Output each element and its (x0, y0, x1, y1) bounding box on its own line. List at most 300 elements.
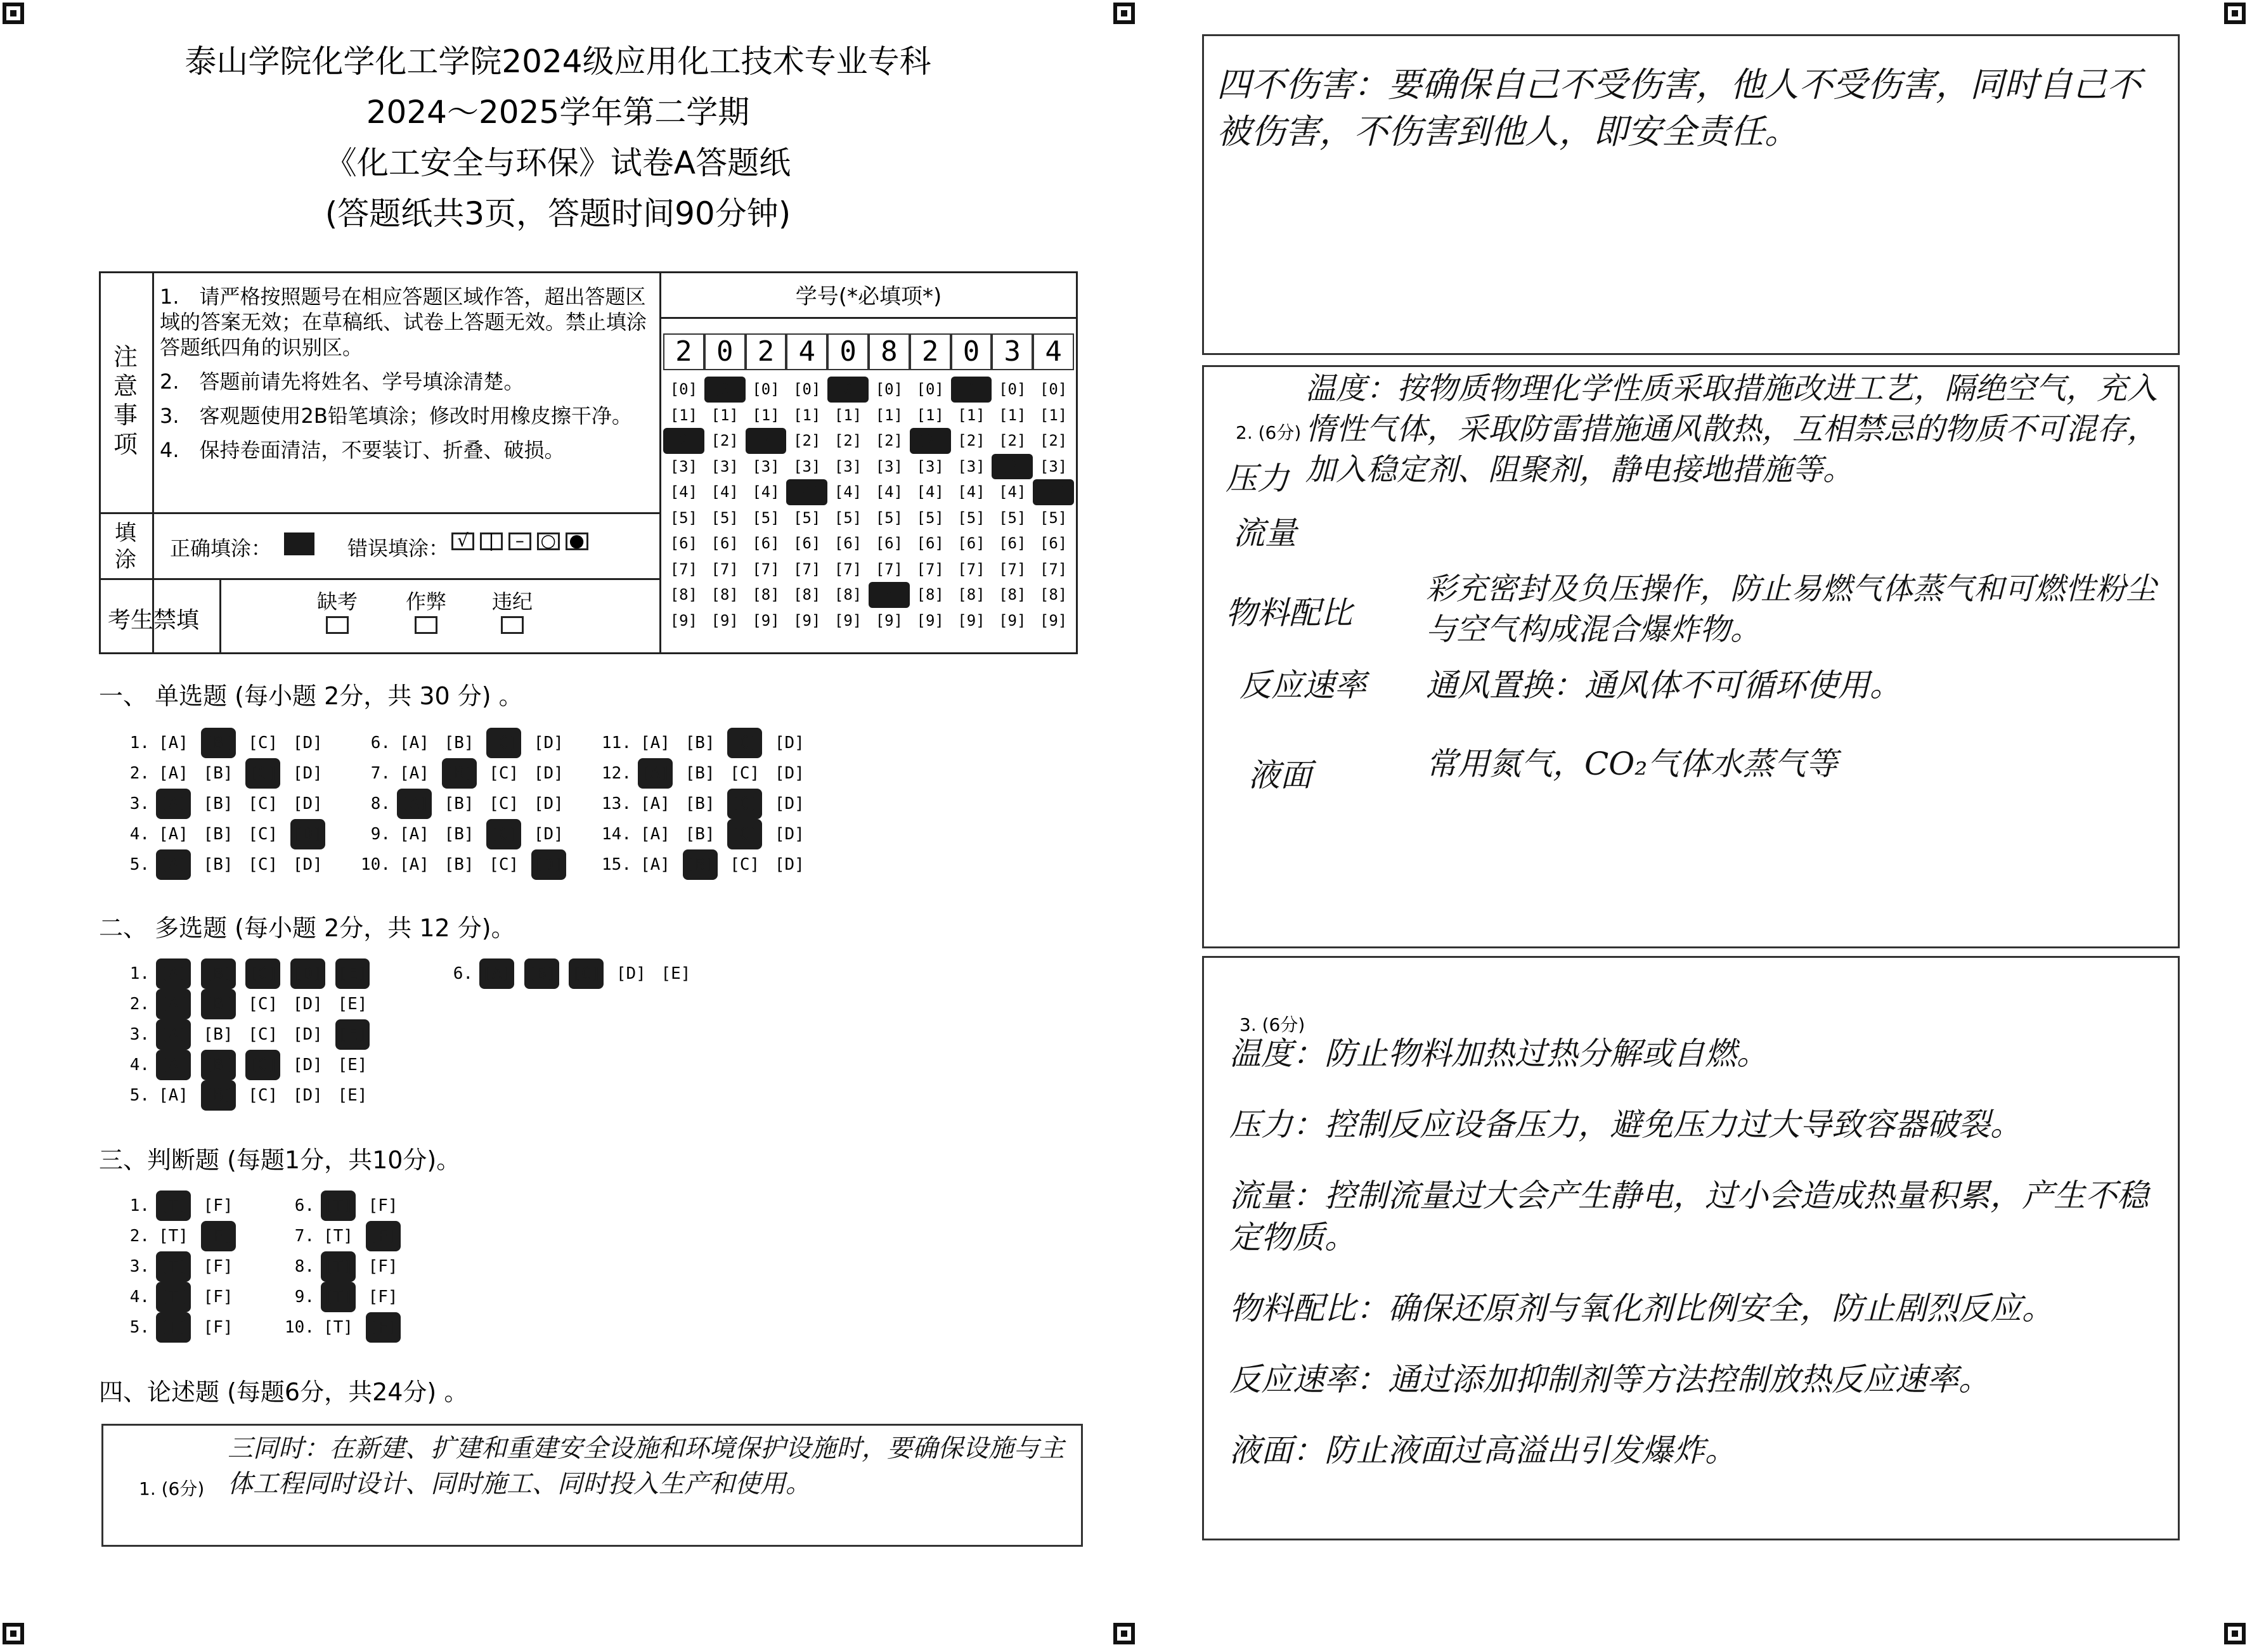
student-id-bubble[interactable]: [5] (875, 508, 903, 527)
student-id-bubble[interactable]: [2] (711, 432, 739, 449)
student-id-bubble[interactable]: [7] (999, 560, 1026, 578)
multi-choice-option-b[interactable]: [B] (201, 1080, 236, 1111)
judge-option-f[interactable]: [F] (203, 1318, 233, 1337)
student-id-bubble[interactable]: [7] (834, 560, 862, 578)
student-id-bubble[interactable]: [6] (1039, 534, 1068, 552)
judge-option-t[interactable]: [T] (321, 1251, 356, 1282)
single-choice-number: 6. (370, 733, 391, 752)
single-choice-option-a[interactable]: [A] (397, 789, 432, 819)
multi-choice-row (114, 989, 380, 1019)
multi-choice-option-b[interactable]: [B] (203, 1025, 233, 1044)
essay-2-label: 2. (6分) (1236, 422, 1302, 443)
single-choice-col-1 (114, 728, 335, 880)
single-choice-row (114, 758, 335, 789)
corner-mark-top-right (2224, 3, 2246, 24)
student-id-bubble[interactable]: [0] (875, 380, 903, 398)
student-id-bubble[interactable]: [5] (834, 508, 862, 527)
single-choice-number: 1. (129, 733, 150, 752)
single-choice-option-c[interactable]: [C] (248, 855, 278, 874)
forbid-violation-label: 违纪 (492, 590, 533, 614)
essay-2-line-3: 通风置换：通风体不可循环使用。 (1426, 667, 1901, 704)
corner-mark-top-left (3, 3, 24, 24)
single-choice-number: 11. (602, 733, 631, 752)
multi-choice-option-c[interactable]: [C] (569, 958, 604, 989)
notice-label: 注意事项 (113, 343, 138, 458)
student-id-bubble[interactable]: [0] (670, 380, 698, 398)
student-id-bubble[interactable]: [0] (916, 380, 944, 398)
student-id-bubble-col-8 (951, 377, 992, 633)
judge-option-f[interactable]: [F] (201, 1221, 236, 1251)
student-id-bubble[interactable]: [5] (752, 508, 780, 527)
student-id-bubble[interactable]: [4] (875, 483, 903, 501)
student-id-bubble[interactable]: [5] (999, 508, 1026, 527)
student-id-bubble[interactable]: [8] (793, 586, 821, 603)
judge-row (114, 1221, 245, 1251)
student-id-bubble[interactable]: [3] (916, 457, 944, 475)
single-choice-option-a[interactable]: [A] (159, 764, 188, 783)
single-choice-option-d[interactable]: [D] (292, 764, 323, 783)
single-choice-option-b[interactable]: [B] (685, 825, 715, 844)
multi-choice-option-a[interactable]: [A] (156, 958, 191, 989)
single-choice-number: 2. (129, 764, 150, 783)
single-choice-option-b[interactable]: [B] (203, 764, 233, 783)
judge-option-t[interactable]: [T] (156, 1191, 191, 1221)
single-choice-number: 15. (602, 855, 631, 874)
multi-choice-option-d[interactable]: [D] (292, 1055, 323, 1074)
judge-option-t[interactable]: [T] (323, 1318, 353, 1337)
student-id-digits (663, 333, 1074, 370)
notice-item-3: 3. 客观题使用2B铅笔填涂；修改时用橡皮擦干净。 (160, 404, 632, 428)
multi-choice-option-e[interactable]: [E] (661, 964, 691, 983)
student-id-bubble[interactable]: [4] (834, 483, 862, 501)
judge-option-f[interactable]: [F] (368, 1287, 398, 1307)
student-id-bubble[interactable]: [5] (916, 508, 944, 527)
forbid-violation (492, 586, 533, 639)
student-id-bubble[interactable]: [2] (663, 428, 704, 454)
single-choice-option-d[interactable]: [D] (774, 794, 805, 813)
single-choice-option-c[interactable]: [C] (727, 819, 762, 849)
student-id-bubble[interactable]: [2] (834, 432, 862, 449)
multi-choice-option-a[interactable]: [A] (156, 1050, 191, 1080)
single-choice-option-d[interactable]: [D] (774, 733, 805, 752)
corner-mark-bottom-center (1113, 1623, 1135, 1644)
single-choice-number: 10. (361, 855, 391, 874)
single-choice-option-b[interactable]: [B] (444, 825, 474, 844)
student-id-bubble[interactable]: [4] (711, 483, 739, 501)
essay-continuation-box[interactable] (1202, 34, 2180, 355)
multi-choice-row (114, 958, 380, 989)
student-id-bubble[interactable]: [3] (793, 457, 821, 475)
multi-choice-option-d[interactable]: [D] (290, 958, 325, 989)
multi-choice-option-c[interactable]: [C] (248, 1086, 278, 1105)
wrong-mark-4: ○ (537, 532, 560, 550)
single-choice-number: 4. (129, 825, 150, 844)
multi-choice-option-d[interactable]: [D] (292, 1086, 323, 1105)
student-id-bubble[interactable]: [2] (875, 432, 903, 449)
single-choice-option-c[interactable]: [C] (489, 794, 519, 813)
single-choice-option-c[interactable]: [C] (245, 758, 280, 789)
student-id-bubble[interactable]: [7] (670, 560, 698, 578)
multi-choice-option-e[interactable]: [E] (335, 958, 370, 989)
single-choice-option-a[interactable]: [A] (640, 855, 670, 874)
student-id-bubble-col-9 (992, 377, 1033, 633)
student-id-bubble[interactable]: [7] (752, 560, 780, 578)
judge-number: 6. (294, 1196, 314, 1215)
single-choice-option-b[interactable]: [B] (685, 794, 715, 813)
judge-option-f[interactable]: [F] (366, 1312, 401, 1343)
student-id-bubble[interactable]: [7] (711, 560, 739, 578)
multi-choice-option-a[interactable]: [A] (479, 958, 514, 989)
student-id-digit-3[interactable]: 2 (746, 333, 787, 370)
multi-choice-option-c[interactable]: [C] (248, 995, 278, 1014)
judge-option-t[interactable]: [T] (159, 1227, 188, 1246)
judge-option-f[interactable]: [F] (203, 1196, 233, 1215)
judge-row (279, 1282, 410, 1312)
student-id-digit-9[interactable]: 3 (992, 333, 1033, 370)
single-choice-option-c[interactable]: [C] (489, 855, 519, 874)
student-id-bubble[interactable]: [4] (752, 483, 780, 501)
single-choice-option-b[interactable]: [B] (444, 733, 474, 752)
student-id-bubble[interactable]: [9] (711, 611, 739, 629)
multi-choice-option-d[interactable]: [D] (292, 1025, 323, 1044)
student-id-bubble[interactable]: [3] (992, 454, 1033, 480)
forbid-absent (317, 586, 358, 639)
multi-choice-row (114, 1019, 380, 1050)
id-divider-h (659, 317, 1078, 319)
student-id-digit-2[interactable]: 0 (704, 333, 746, 370)
multi-choice-option-b[interactable]: [B] (201, 1050, 236, 1080)
student-id-bubble[interactable]: [6] (957, 534, 985, 552)
judge-option-t[interactable]: [T] (321, 1191, 356, 1221)
single-choice-option-a[interactable]: [A] (640, 794, 670, 813)
multi-choice-option-c[interactable]: [C] (245, 1050, 280, 1080)
judge-option-t[interactable]: [T] (156, 1312, 191, 1343)
single-choice-option-d[interactable]: [D] (292, 733, 323, 752)
student-id-bubble[interactable]: [0] (793, 380, 821, 398)
forbid-label: 考生禁填 (108, 607, 200, 633)
student-id-bubble[interactable]: [2] (999, 432, 1026, 449)
single-choice-option-b[interactable]: [B] (685, 764, 715, 783)
single-choice-option-d[interactable]: [D] (290, 819, 325, 849)
student-id-bubble[interactable]: [4] (916, 483, 944, 501)
single-choice-option-c[interactable]: [C] (248, 794, 278, 813)
student-id-bubble[interactable]: [6] (916, 534, 944, 552)
student-id-bubble[interactable]: [7] (875, 560, 903, 578)
student-id-bubble[interactable]: [8] (834, 586, 862, 603)
student-id-bubble[interactable]: [2] (910, 428, 951, 454)
student-id-bubble[interactable]: [3] (711, 457, 739, 475)
section-single-title: 一、 单选题 (每小题 2分，共 30 分) 。 (99, 682, 523, 710)
single-choice-option-b[interactable]: [B] (444, 794, 474, 813)
student-id-bubble[interactable]: [0] (752, 380, 780, 398)
single-choice-option-b[interactable]: [B] (201, 728, 236, 758)
student-id-bubble[interactable]: [9] (752, 611, 780, 629)
student-id-bubble[interactable]: [7] (916, 560, 944, 578)
multi-choice-option-e[interactable]: [E] (337, 1055, 368, 1074)
essay-2-box[interactable] (1202, 365, 2180, 948)
notice-divider-h2 (99, 578, 661, 580)
student-id-bubble[interactable]: [1] (752, 406, 780, 424)
student-id-bubble[interactable]: [3] (957, 457, 985, 475)
essay-3-line-6: 液面：防止液面过高溢出引发爆炸。 (1229, 1432, 1737, 1469)
single-choice-option-d[interactable]: [D] (531, 849, 566, 880)
single-choice-option-d[interactable]: [D] (533, 733, 564, 752)
student-id-bubble[interactable]: [7] (1039, 560, 1068, 578)
student-id-bubble[interactable]: [5] (957, 508, 985, 527)
single-choice-option-a[interactable]: [A] (640, 733, 670, 752)
single-choice-option-d[interactable]: [D] (292, 794, 323, 813)
judge-row (279, 1312, 410, 1343)
student-id-bubble[interactable]: [4] (670, 483, 698, 501)
header-line-3: 《化工安全与环保》试卷A答题纸 (325, 145, 791, 181)
student-id-bubble[interactable]: [8] (1039, 586, 1068, 603)
single-choice-number: 14. (602, 825, 631, 844)
student-id-bubble-col-3 (746, 377, 787, 633)
judge-number: 8. (294, 1257, 314, 1276)
student-id-digit-10[interactable]: 4 (1033, 333, 1074, 370)
single-choice-option-c[interactable]: [C] (486, 728, 521, 758)
multi-choice-option-c[interactable]: [C] (245, 958, 280, 989)
multi-choice-col-2 (437, 958, 703, 989)
single-choice-option-c[interactable]: [C] (248, 733, 278, 752)
single-choice-option-b[interactable]: [B] (685, 733, 715, 752)
fill-label: 填涂 (115, 520, 136, 572)
single-choice-option-a[interactable]: [A] (638, 758, 673, 789)
single-choice-option-a[interactable]: [A] (399, 855, 429, 874)
student-id-bubble[interactable]: [5] (793, 508, 821, 527)
multi-choice-option-c[interactable]: [C] (248, 1025, 278, 1044)
single-choice-option-d[interactable]: [D] (533, 764, 564, 783)
wrong-mark-3: – (508, 532, 531, 550)
multi-choice-option-e[interactable]: [E] (337, 1086, 368, 1105)
single-choice-option-a[interactable]: [A] (640, 825, 670, 844)
correct-fill-label: 正确填涂： (170, 536, 272, 560)
multi-choice-option-d[interactable]: [D] (292, 995, 323, 1014)
student-id-bubble[interactable]: [9] (875, 611, 903, 629)
student-id-bubble[interactable]: [5] (1039, 508, 1068, 527)
judge-row (114, 1251, 245, 1282)
student-id-bubble[interactable]: [9] (957, 611, 985, 629)
judge-option-f[interactable]: [F] (203, 1257, 233, 1276)
essay-3-box[interactable] (1202, 956, 2180, 1540)
multi-choice-option-d[interactable]: [D] (616, 964, 646, 983)
single-choice-col-3 (596, 728, 817, 880)
multi-choice-option-b[interactable]: [B] (201, 989, 236, 1019)
single-choice-option-a[interactable]: [A] (399, 764, 429, 783)
section-essay-title: 四、论述题 (每题6分，共24分) 。 (99, 1378, 469, 1406)
student-id-bubble[interactable]: [1] (916, 406, 944, 424)
wrong-mark-1: √ (451, 532, 474, 550)
student-id-bubble[interactable]: [7] (957, 560, 985, 578)
student-id-bubble[interactable]: [3] (1039, 457, 1068, 475)
single-choice-option-c[interactable]: [C] (730, 764, 760, 783)
single-choice-option-a[interactable]: [A] (399, 733, 429, 752)
student-id-bubble[interactable]: [0] (704, 377, 746, 403)
student-id-bubble[interactable]: [0] (1039, 380, 1068, 398)
student-id-bubble[interactable]: [8] (711, 586, 739, 603)
single-choice-option-d[interactable]: [D] (774, 855, 805, 874)
student-id-bubble[interactable]: [8] (670, 586, 698, 603)
single-choice-option-b[interactable]: [B] (442, 758, 477, 789)
student-id-bubble[interactable]: [2] (1039, 432, 1068, 449)
student-id-bubble[interactable]: [3] (670, 457, 698, 475)
forbid-absent-checkbox[interactable] (326, 616, 349, 634)
header-line-1: 泰山学院化学化工学院2024级应用化工技术专业专科 (184, 43, 931, 80)
single-choice-row (355, 789, 576, 819)
student-id-bubble[interactable]: [2] (793, 432, 821, 449)
essay-3-line-4: 物料配比：确保还原剂与氧化剂比例安全，防止剧烈反应。 (1229, 1290, 2054, 1327)
student-id-bubble[interactable]: [4] (1033, 479, 1074, 505)
essay-2-key-flow: 流量 (1233, 515, 1297, 552)
single-choice-option-a[interactable]: [A] (159, 733, 188, 752)
student-id-bubble[interactable]: [6] (834, 534, 862, 552)
student-id-bubble[interactable]: [5] (670, 508, 698, 527)
judge-option-f[interactable]: [F] (203, 1287, 233, 1307)
multi-choice-option-e[interactable]: [E] (337, 995, 368, 1014)
student-id-bubble[interactable]: [6] (793, 534, 821, 552)
single-choice-col-2 (355, 728, 576, 880)
judge-option-t[interactable]: [T] (323, 1227, 353, 1246)
single-choice-option-c[interactable]: [C] (489, 764, 519, 783)
notice-item-2: 2. 答题前请先将姓名、学号填涂清楚。 (160, 370, 524, 394)
single-choice-option-c[interactable]: [C] (730, 855, 760, 874)
student-id-bubble[interactable]: [2] (746, 428, 787, 454)
single-choice-option-c[interactable]: [C] (486, 819, 521, 849)
multi-choice-option-b[interactable]: [B] (201, 958, 236, 989)
notice-divider-v1 (152, 271, 154, 654)
student-id-bubble[interactable]: [3] (752, 457, 780, 475)
student-id-bubble[interactable]: [9] (1039, 611, 1068, 629)
single-choice-option-a[interactable]: [A] (399, 825, 429, 844)
forbid-cheat-checkbox[interactable] (415, 616, 437, 634)
student-id-bubble[interactable]: [1] (1039, 406, 1068, 424)
single-choice-option-c[interactable]: [C] (248, 825, 278, 844)
student-id-digit-4[interactable]: 4 (786, 333, 827, 370)
single-choice-option-d[interactable]: [D] (774, 764, 805, 783)
student-id-bubble[interactable]: [0] (827, 377, 869, 403)
single-choice-option-a[interactable]: [A] (159, 825, 188, 844)
student-id-bubble[interactable]: [6] (711, 534, 739, 552)
corner-mark-top-center (1113, 3, 1135, 24)
student-id-bubble[interactable]: [8] (999, 586, 1026, 603)
student-id-bubble[interactable]: [0] (999, 380, 1026, 398)
student-id-bubble-col-1 (663, 377, 704, 633)
judge-number: 1. (129, 1196, 150, 1215)
single-choice-option-c[interactable]: [C] (727, 789, 762, 819)
essay-1-box[interactable] (101, 1424, 1083, 1547)
judge-option-t[interactable]: [T] (156, 1251, 191, 1282)
judge-option-f[interactable]: [F] (368, 1257, 398, 1276)
student-id-bubble[interactable]: [7] (793, 560, 821, 578)
single-choice-option-b[interactable]: [B] (203, 794, 233, 813)
student-id-bubble[interactable]: [1] (875, 406, 903, 424)
student-id-bubble[interactable]: [9] (916, 611, 944, 629)
student-id-digit-8[interactable]: 0 (951, 333, 992, 370)
single-choice-option-b[interactable]: [B] (203, 825, 233, 844)
student-id-bubble[interactable]: [9] (670, 611, 698, 629)
single-choice-option-d[interactable]: [D] (533, 825, 564, 844)
student-id-bubble[interactable]: [6] (875, 534, 903, 552)
student-id-digit-1[interactable]: 2 (663, 333, 704, 370)
judge-option-f[interactable]: [F] (366, 1221, 401, 1251)
multi-choice-row (437, 958, 703, 989)
student-id-bubble[interactable]: [8] (957, 586, 985, 603)
student-id-bubble[interactable]: [8] (916, 586, 944, 603)
student-id-bubbles (663, 377, 1074, 633)
single-choice-option-a[interactable]: [A] (156, 849, 191, 880)
forbid-violation-checkbox[interactable] (501, 616, 524, 634)
multi-choice-number: 2. (129, 995, 150, 1014)
student-id-bubble[interactable]: [9] (999, 611, 1026, 629)
student-id-bubble[interactable]: [6] (999, 534, 1026, 552)
student-id-bubble[interactable]: [1] (670, 406, 698, 424)
notice-item-4: 4. 保持卷面清洁，不要装订、折叠、破损。 (160, 438, 565, 462)
single-choice-option-a[interactable]: [A] (156, 789, 191, 819)
multi-choice-option-a[interactable]: [A] (156, 1019, 191, 1050)
judge-number: 2. (129, 1227, 150, 1246)
student-id-bubble[interactable]: [3] (834, 457, 862, 475)
judge-number: 10. (285, 1318, 314, 1337)
student-id-bubble[interactable]: [1] (957, 406, 985, 424)
judge-option-t[interactable]: [T] (321, 1282, 356, 1312)
student-id-digit-7[interactable]: 2 (910, 333, 951, 370)
student-id-bubble[interactable]: [1] (834, 406, 862, 424)
student-id-bubble[interactable]: [0] (951, 377, 992, 403)
forbid-cheat (406, 586, 446, 639)
student-id-bubble[interactable]: [2] (957, 432, 985, 449)
student-id-bubble[interactable]: [1] (711, 406, 739, 424)
essay-2-line-1: 温度：按物质物理化学性质采取措施改进工艺，隔绝空气，充入惰性气体，采取防雷措施通风散热，互相禁忌的物质不可混存，加入稳定剂、阻聚剂，静电接地措施等。 (1305, 371, 2158, 487)
student-id-digit-6[interactable]: 8 (869, 333, 910, 370)
single-choice-row (596, 849, 817, 880)
student-id-bubble[interactable]: [3] (875, 457, 903, 475)
student-id-bubble[interactable]: [5] (711, 508, 739, 527)
student-id-bubble[interactable]: [8] (869, 582, 910, 608)
multi-choice-option-e[interactable]: [E] (335, 1019, 370, 1050)
student-id-bubble[interactable]: [4] (999, 483, 1026, 501)
single-choice-option-c[interactable]: [C] (727, 728, 762, 758)
multi-choice-option-a[interactable]: [A] (156, 989, 191, 1019)
judge-option-t[interactable]: [T] (156, 1282, 191, 1312)
student-id-bubble[interactable]: [4] (786, 479, 827, 505)
student-id-bubble[interactable]: [4] (957, 483, 985, 501)
student-id-bubble[interactable]: [1] (999, 406, 1026, 424)
student-id-bubble[interactable]: [8] (752, 586, 780, 603)
single-choice-option-d[interactable]: [D] (774, 825, 805, 844)
single-choice-option-b[interactable]: [B] (444, 855, 474, 874)
multi-choice-number: 1. (129, 964, 150, 983)
multi-choice-option-a[interactable]: [A] (159, 1086, 188, 1105)
student-id-bubble[interactable]: [6] (670, 534, 698, 552)
student-id-bubble[interactable]: [6] (752, 534, 780, 552)
multi-choice-option-b[interactable]: [B] (524, 958, 559, 989)
multi-choice-number: 4. (129, 1055, 150, 1074)
single-choice-option-d[interactable]: [D] (533, 794, 564, 813)
student-id-bubble[interactable]: [1] (793, 406, 821, 424)
single-choice-option-d[interactable]: [D] (292, 855, 323, 874)
judge-option-f[interactable]: [F] (368, 1196, 398, 1215)
student-id-digit-5[interactable]: 0 (827, 333, 869, 370)
single-choice-row (114, 819, 335, 849)
essay-3-line-3: 流量：控制流量过大会产生静电，过小会造成热量积累，产生不稳定物质。 (1229, 1177, 2149, 1256)
student-id-bubble[interactable]: [9] (793, 611, 821, 629)
single-choice-row (596, 789, 817, 819)
essay-2-key-level: 液面 (1248, 757, 1312, 794)
section-judge-title: 三、判断题 (每题1分，共10分)。 (99, 1146, 461, 1174)
student-id-bubble[interactable]: [9] (834, 611, 862, 629)
single-choice-option-b[interactable]: [B] (203, 855, 233, 874)
single-choice-option-b[interactable]: [B] (683, 849, 718, 880)
